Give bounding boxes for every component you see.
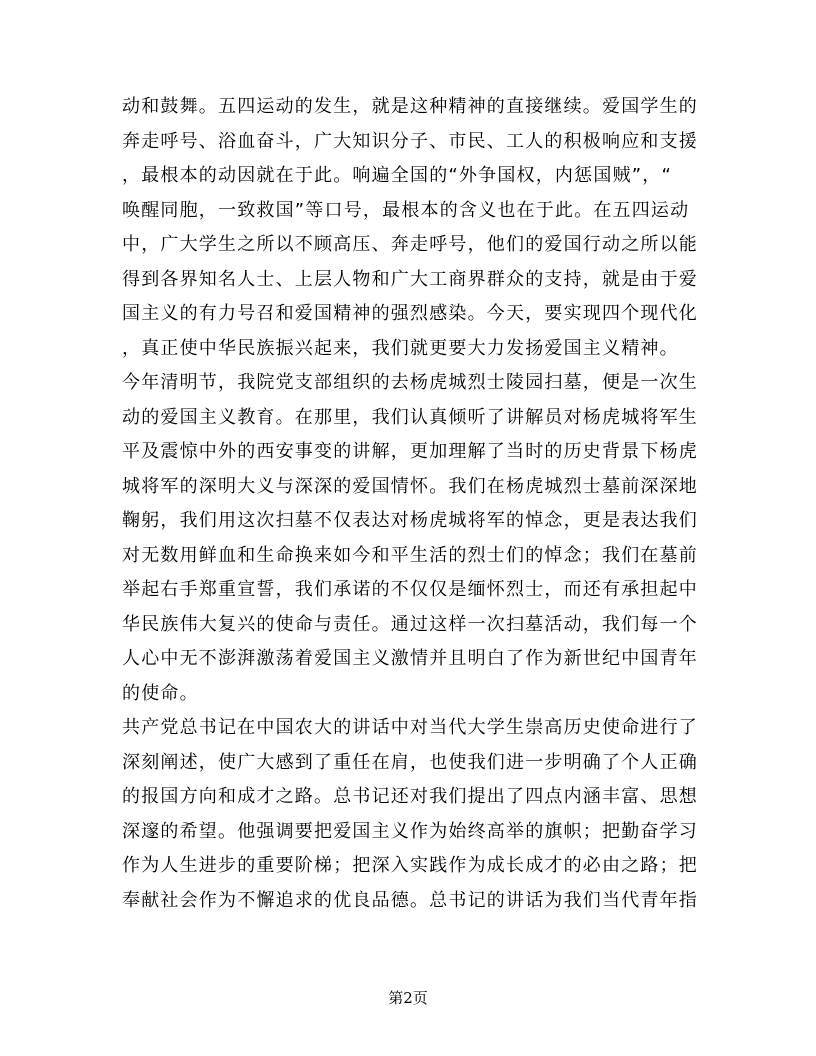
text-line: 唤醒同胞，一致救国”等口号，最根本的含义也在于此。在五四运动	[122, 199, 690, 221]
text-line: 得到各界知名人士、上层人物和广大工商界群众的支持，就是由于爱	[122, 268, 698, 290]
text-line: 奔走呼号、浴血奋斗，广大知识分子、市民、工人的积极响应和支援	[122, 130, 698, 152]
page-number: 第2页	[388, 989, 428, 1007]
text-line: 的报国方向和成才之路。总书记还对我们提出了四点内涵丰富、思想	[122, 786, 698, 807]
text-line: 平及震惊中外的西安事变的讲解，更加理解了当时的历史背景下杨虎	[122, 441, 698, 462]
text-line: 国主义的有力号召和爱国精神的强烈感染。今天，要实现四个现代化	[122, 303, 698, 324]
text-line: 举起右手郑重宣誓，我们承诺的不仅仅是缅怀烈士，而还有承担起中	[122, 579, 698, 600]
text-line: ，最根本的动因就在于此。响遍全国的“外争国权，内惩国贼”，“	[122, 165, 672, 186]
text-line: 深邃的希望。他强调要把爱国主义作为始终高举的旗帜；把勤奋学习	[122, 820, 698, 842]
text-line: 中，广大学生之所以不顾高压、奔走呼号，他们的爱国行动之所以能	[122, 234, 698, 255]
text-line: 的使命。	[122, 682, 199, 704]
text-line: 深刻阐述，使广大感到了重任在肩，也使我们进一步明确了个人正确	[122, 751, 698, 773]
text-line: 华民族伟大复兴的使命与责任。通过这样一次扫墓活动，我们每一个	[122, 613, 698, 635]
text-line: 共产党总书记在中国农大的讲话中对当代大学生崇高历史使命进行了	[122, 717, 698, 738]
text-line: 动的爱国主义教育。在那里，我们认真倾听了讲解员对杨虎城将军生	[122, 406, 698, 428]
body-text	[122, 90, 697, 918]
text-line: 今年清明节，我院党支部组织的去杨虎城烈士陵园扫墓，便是一次生	[122, 372, 698, 393]
text-line: 人心中无不澎湃激荡着爱国主义激情并且明白了作为新世纪中国青年	[122, 648, 698, 669]
text-line: 对无数用鲜血和生命换来如今和平生活的烈士们的悼念；我们在墓前	[122, 544, 698, 566]
text-line: 奉献社会作为不懈追求的优良品德。总书记的讲话为我们当代青年指	[122, 889, 698, 911]
text-line: 城将军的深明大义与深深的爱国情怀。我们在杨虎城烈士墓前深深地	[122, 475, 698, 497]
text-line: 动和鼓舞。五四运动的发生，就是这种精神的直接继续。爱国学生的	[122, 96, 698, 117]
text-line: ，真正使中华民族振兴起来，我们就更要大力发扬爱国主义精神。	[122, 337, 679, 359]
text-line: 鞠躬，我们用这次扫墓不仅表达对杨虎城将军的悼念，更是表达我们	[122, 510, 698, 531]
text-line: 作为人生进步的重要阶梯；把深入实践作为成长成才的必由之路；把	[122, 855, 698, 876]
